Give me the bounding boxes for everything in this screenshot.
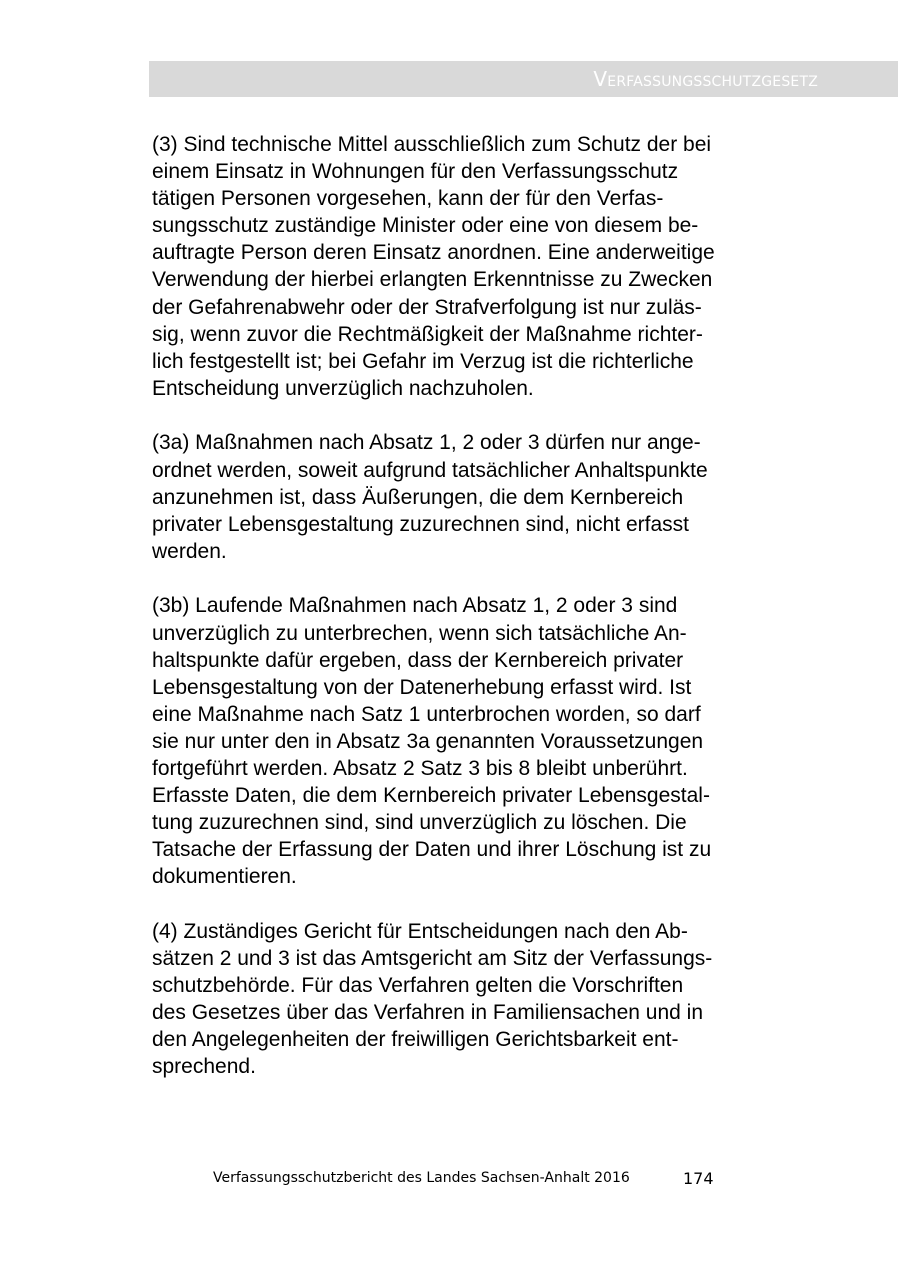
document-body <box>152 131 792 1108</box>
page-number: 174 <box>683 1169 714 1188</box>
footer-text: Verfassungsschutzbericht des Landes Sachsen-Anhalt 2016 <box>213 1170 630 1186</box>
paragraph-3b: (3b) Laufende Maßnahmen nach Absatz 1, 2 oder 3 sind unverzüglich zu unterbrechen, wenn sich tatsächliche An- haltspunkte dafür ergeben, dass der Kernbereich privater Lebensgestaltung von der Datenerhebung erfasst wird. Ist eine Maßnahme nach Satz 1 unterbrochen worden, so darf sie nur unter den in Absatz 3a genannten Voraussetzungen fortgeführt werden. Absatz 2 Satz 3 bis 8 bleibt unberührt. Erfasste Daten, die dem Kernbereich privater Lebensgestal- tung zuzurechnen sind, sind unverzüglich zu löschen. Die Tatsache der Erfassung der Daten und ihrer Löschung ist zu dokumentieren. <box>152 594 712 889</box>
paragraph-4: (4) Zuständiges Gericht für Entscheidungen nach den Ab- sätzen 2 und 3 ist das Amtsgericht am Sitz der Verfassungs- schutzbehörde. Für das Verfahren gelten die Vorschriften des Gesetzes über das Verfahren in Familiensachen und in den Angelegenheiten der freiwilligen Gerichtsbarkeit ent- sprechend. <box>152 919 713 1079</box>
page-header-band <box>149 61 898 97</box>
page-header-title: Verfassungsschutzgesetz <box>593 67 818 91</box>
paragraph-3: (3) Sind technische Mittel ausschließlich zum Schutz der bei einem Einsatz in Wohnungen für den Verfassungsschutz tätigen Personen vorgesehen, kann der für den Verfas- sungsschutz zuständige Minister oder eine von diesem be- auftragte Person deren Einsatz anordnen. Eine anderweitige Verwendung der hierbei erlangten Erkenntnisse zu Zwecken der Gefahrenabwehr oder der Strafverfolgung ist nur zuläs- sig, wenn zuvor die Rechtmäßigkeit der Maßnahme richter- lich festgestellt ist; bei Gefahr im Verzug ist die richterliche Entscheidung unverzüglich nachzuholen. <box>152 133 715 400</box>
paragraph-3a: (3a) Maßnahmen nach Absatz 1, 2 oder 3 dürfen nur ange- ordnet werden, soweit aufgrund tatsächlicher Anhaltspunkte anzunehmen ist, dass Äußerungen, die dem Kernbereich privater Lebensgestaltung zuzurechnen sind, nicht erfasst werden. <box>152 431 708 563</box>
